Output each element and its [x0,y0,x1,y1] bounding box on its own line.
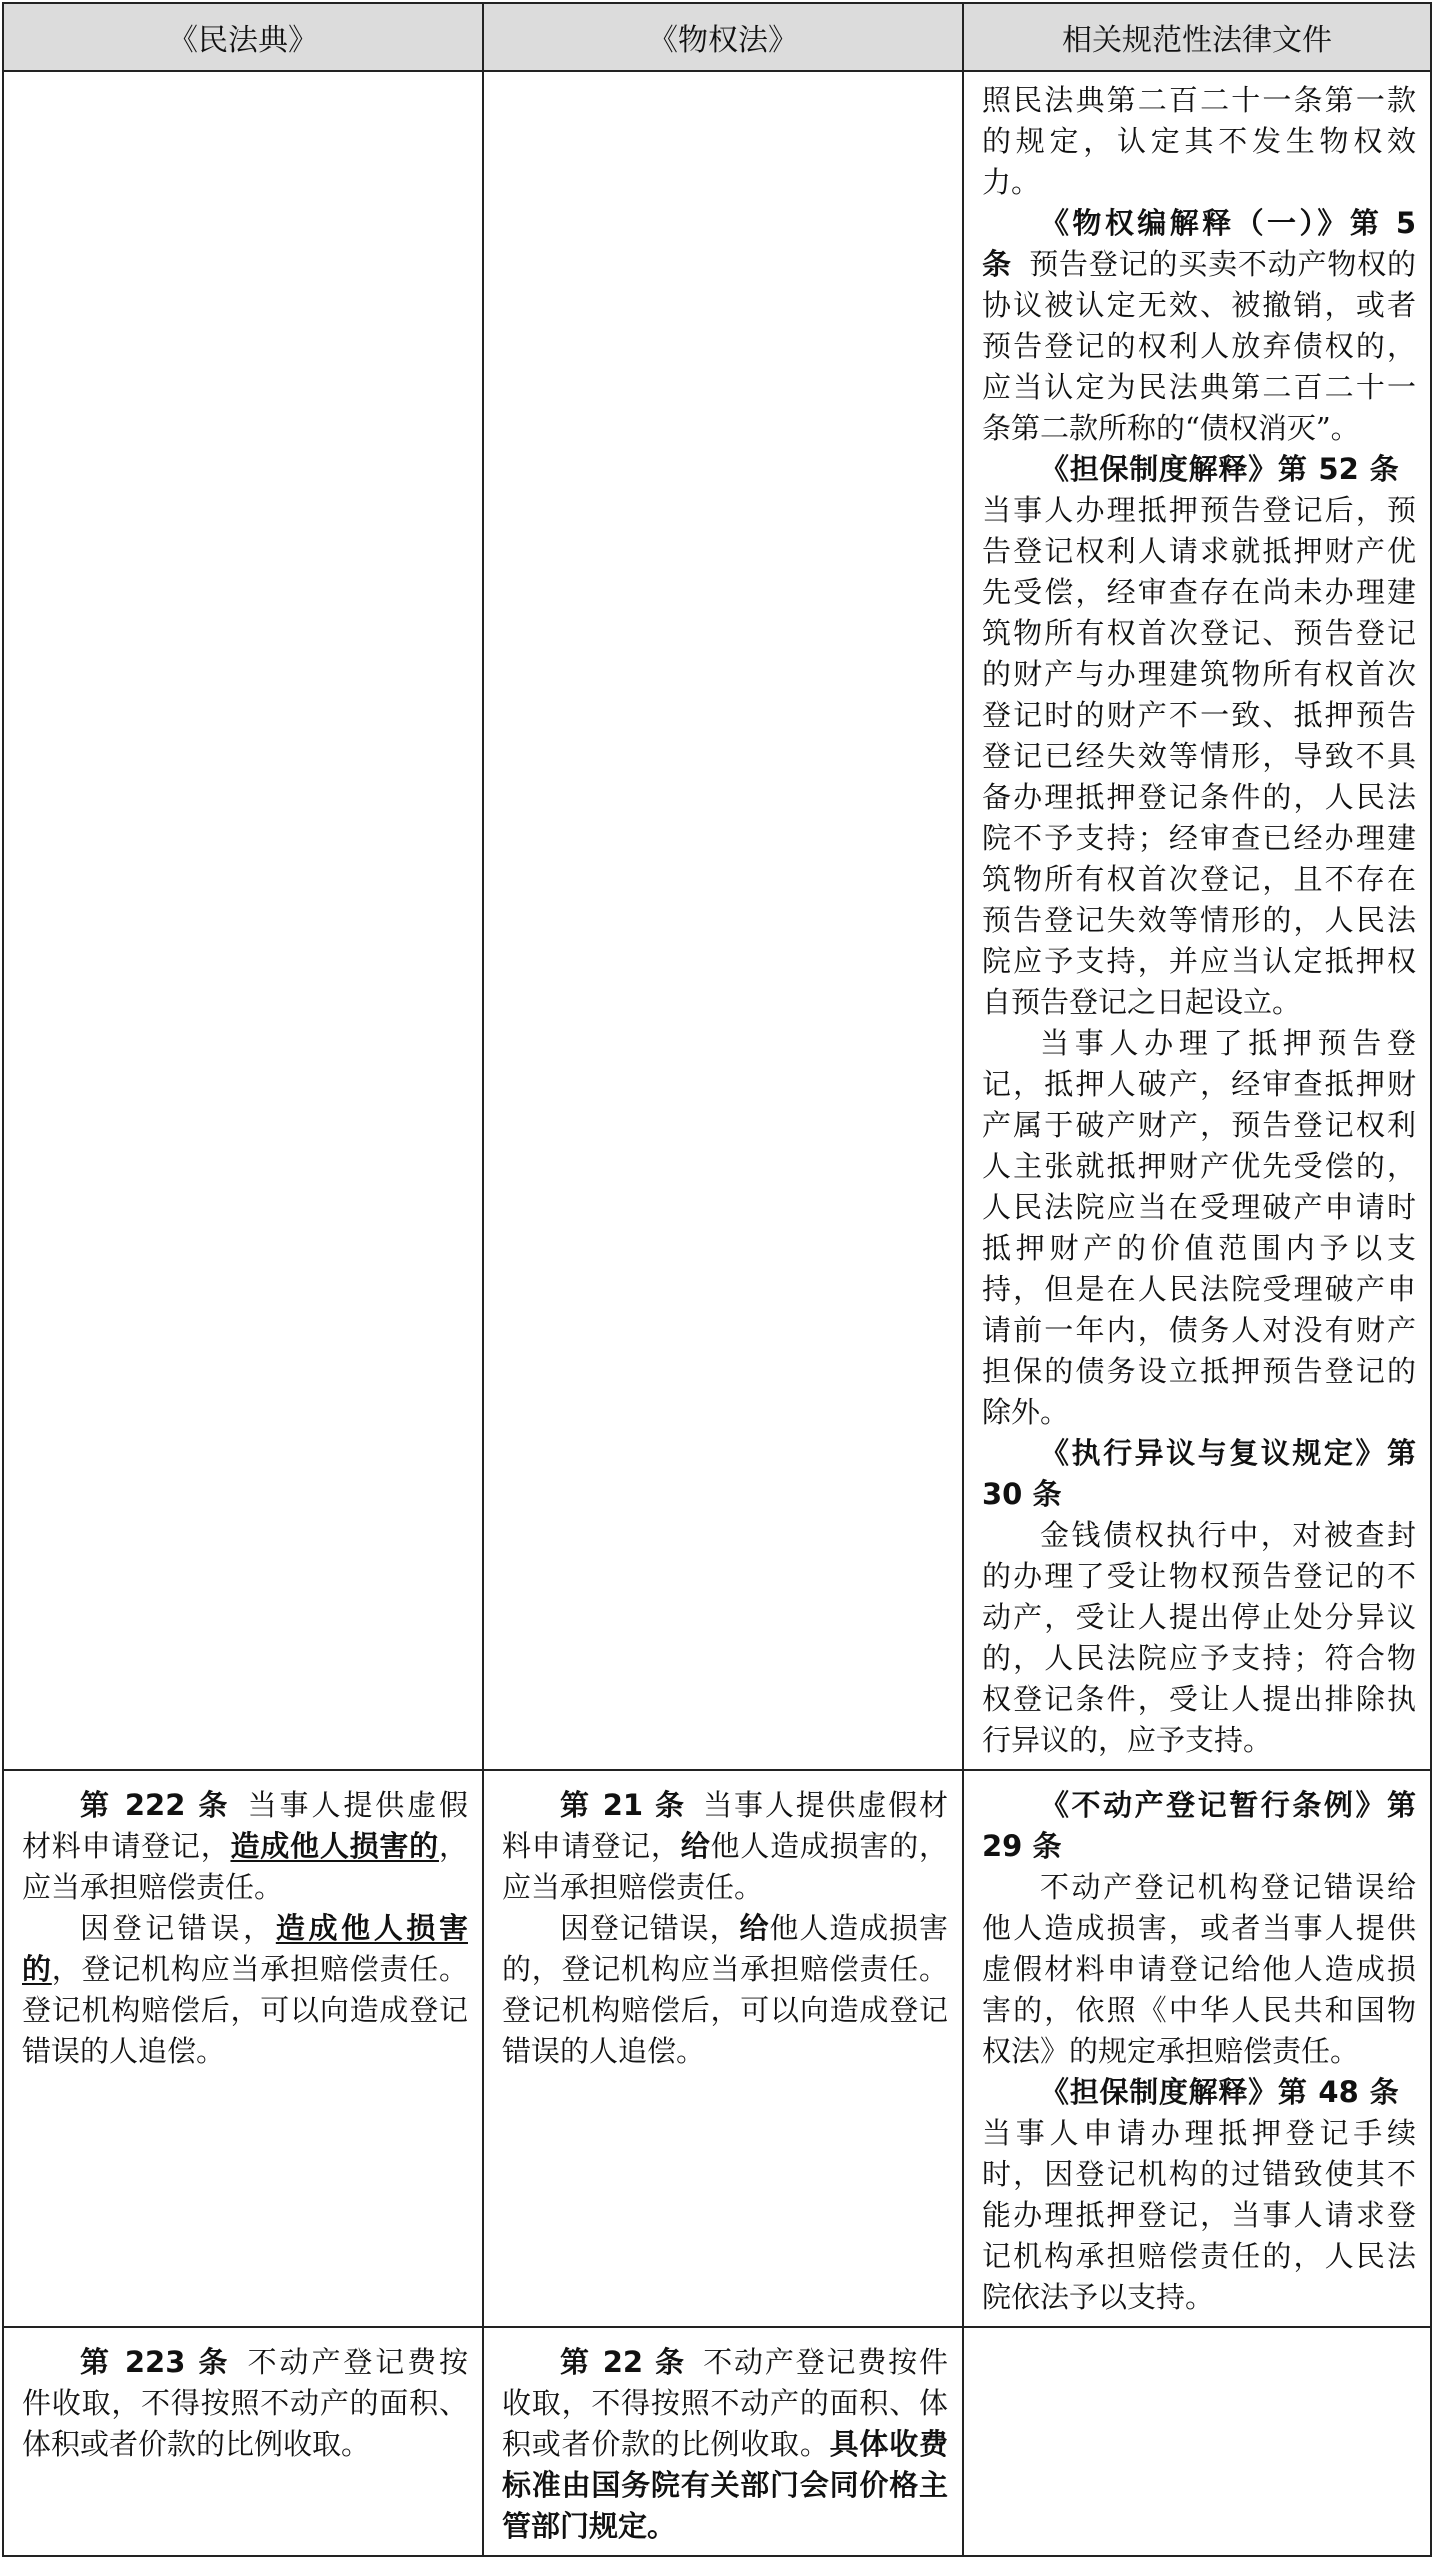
text: 当事人申请办理抵押登记手续时，因登记机构的过错致使其不能办理抵押登记，当事人请求登记机构承担赔偿责任的，人民法院依法予以支持。 [982,2116,1416,2314]
citation: 《担保制度解释》第 48 条 [1040,2075,1399,2109]
text: 预告登记的买卖不动产物权的协议被认定无效、被撤销，或者预告登记的权利人放弃债权的，应当认定为民法典第二百二十一条第二款所称的“债权消灭”。 [982,247,1416,445]
article-number: 第 22 条 [560,2345,686,2379]
paragraph: 照民法典第二百二十一条第一款的规定，认定其不发生物权效力。 [982,83,1416,199]
paragraph [502,1785,948,1908]
text: 他人造成损害的，应当承担赔偿责任。 [502,1829,948,1904]
paragraph [22,2342,468,2465]
text: 当事人办理抵押预告登记后，预告登记权利人请求就抵押财产优先受偿，经审查存在尚未办理建筑物所有权首次登记、预告登记的财产与办理建筑物所有权首次登记时的财产不一致、抵押预告登记已经失效等情形，导致不具备办理抵押登记条件的，人民法院不予支持；经审查已经办理建筑物所有权首次登记，且不存在预告登记失效等情形的，人民法院应予支持，并应当认定抵押权自预告登记之日起设立。 [982,493,1416,1019]
paragraph [982,203,1416,449]
cell-civil-code [3,2327,483,2556]
header-property-law: 《物权法》 [483,3,963,71]
cell-related-documents-empty [963,2327,1431,2556]
text: 因登记错误， [560,1911,740,1945]
law-comparison-table [2,2,1432,2557]
text: 他人造成损害的，登记机构应当承担赔偿责任。登记机构赔偿后，可以向造成登记错误的人追偿。 [502,1911,948,2068]
text: 因登记错误， [80,1911,276,1945]
header-civil-code: 《民法典》 [3,3,483,71]
emphasis: 给 [680,1829,711,1863]
citation: 《物权编解释（一）》第 5 条 [982,206,1416,281]
emphasis: 给 [739,1911,770,1945]
cell-property-law [483,1770,963,2327]
text: ，登记机构应当承担赔偿责任。登记机构赔偿后，可以向造成登记错误的人追偿。 [22,1952,468,2068]
header-related-documents: 相关规范性法律文件 [963,3,1431,71]
paragraph: 当事人办理了抵押预告登记，抵押人破产，经审查抵押财产属于破产财产，预告登记权利人主张就抵押财产优先受偿的，人民法院应当在受理破产申请时抵押财产的价值范围内予以支持，但是在人民法院受理破产申请前一年内，债务人对没有财产担保的债务设立抵押预告登记的除外。 [982,1026,1416,1429]
table-row [3,1770,1431,2327]
paragraph [982,2072,1416,2318]
paragraph [982,449,1416,1023]
text: 当事人提供虚假材料申请登记， [502,1788,948,1863]
citation: 《执行异议与复议规定》第 30 条 [982,1436,1416,1511]
citation: 《不动产登记暂行条例》第 29 条 [982,1788,1416,1863]
paragraph [502,2342,948,2547]
cell-property-law-empty [483,71,963,1770]
text: 不动产登记费按件收取，不得按照不动产的面积、体积或者价款的比例收取。 [22,2345,468,2461]
article-number: 第 21 条 [560,1788,686,1822]
text: ，应当承担赔偿责任。 [22,1829,468,1904]
text: 不动产登记费按件收取，不得按照不动产的面积、体积或者价款的比例收取。 [502,2345,948,2461]
emphasis: 造成他人损害的 [230,1829,439,1863]
cell-property-law [483,2327,963,2556]
cell-related-documents [963,71,1431,1770]
paragraph [982,1785,1416,1867]
table-row [3,2327,1431,2556]
article-number: 第 223 条 [80,2345,231,2379]
cell-civil-code-empty [3,71,483,1770]
citation: 《担保制度解释》第 52 条 [1040,452,1399,486]
paragraph [22,1785,468,1908]
paragraph: 金钱债权执行中，对被查封的办理了受让物权预告登记的不动产，受让人提出停止处分异议的，人民法院应予支持；符合物权登记条件，受让人提出排除执行异议的，应予支持。 [982,1518,1416,1757]
table-row [3,71,1431,1770]
cell-civil-code [3,1770,483,2327]
paragraph [502,1908,948,2072]
cell-related-documents [963,1770,1431,2327]
paragraph: 不动产登记机构登记错误给他人造成损害，或者当事人提供虚假材料申请登记给他人造成损害的，依照《中华人民共和国物权法》的规定承担赔偿责任。 [982,1870,1416,2068]
emphasis: 造成他人损害的 [22,1911,468,1986]
header-row [3,3,1431,71]
article-number: 第 222 条 [80,1788,231,1822]
paragraph [22,1908,468,2072]
text: 当事人提供虚假材料申请登记， [22,1788,468,1863]
paragraph [982,1433,1416,1515]
emphasis: 具体收费标准由国务院有关部门会同价格主管部门规定。 [502,2427,948,2543]
